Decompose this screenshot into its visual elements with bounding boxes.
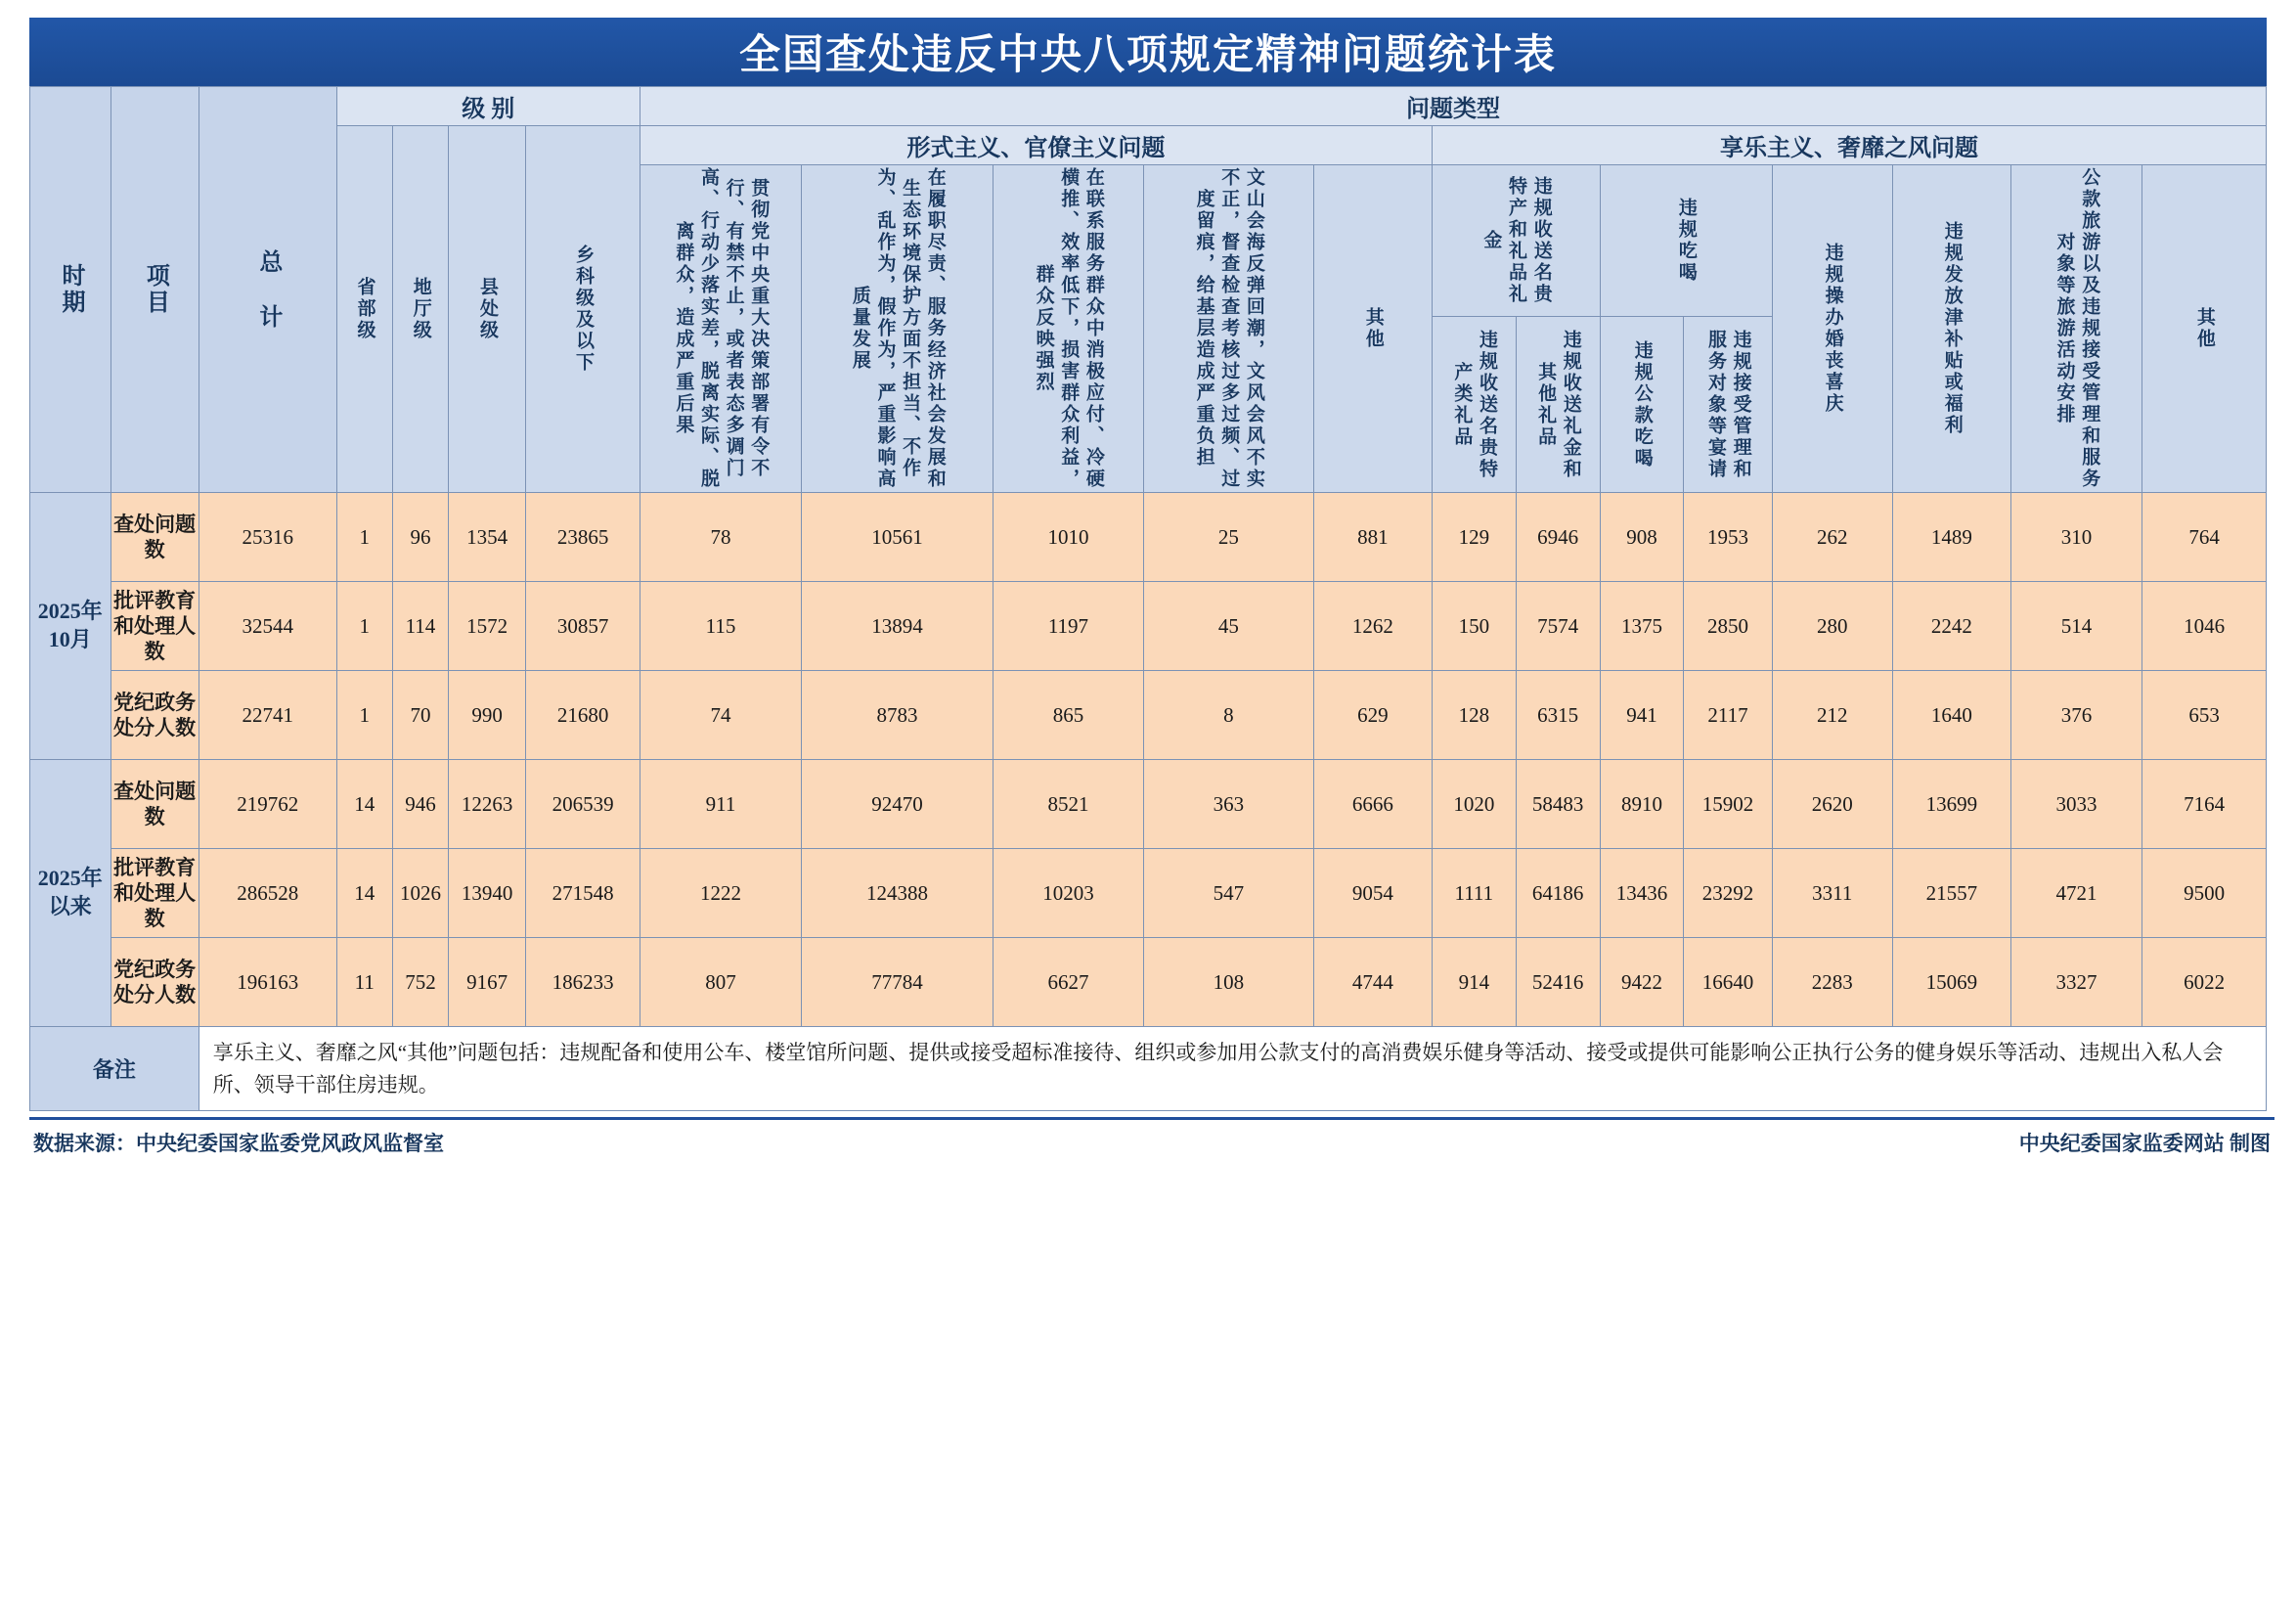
cell: 4744	[1313, 938, 1432, 1027]
header-problem-type: 问题类型	[640, 87, 2266, 126]
cell: 2242	[1892, 582, 2010, 671]
cell: 129	[1432, 493, 1516, 582]
cell: 911	[640, 760, 801, 849]
cell: 1222	[640, 849, 801, 938]
header-period: 时期	[30, 87, 111, 493]
cell: 15069	[1892, 938, 2010, 1027]
row-label: 党纪政务处分人数	[110, 671, 199, 760]
note-text: 享乐主义、奢靡之风“其他”问题包括：违规配备和使用公车、楼堂馆所问题、提供或接受超标准接待、组织或参加用公款支付的高消费娱乐健身等活动、接受或提供可能影响公正执行公务的健身娱乐等活动、违规出入私人会所、领导干部住房违规。	[199, 1027, 2266, 1111]
cell: 376	[2010, 671, 2141, 760]
cell: 1354	[449, 493, 526, 582]
header-level-diting: 地厅级	[392, 126, 448, 493]
cell: 1197	[993, 582, 1143, 671]
cell: 8910	[1600, 760, 1684, 849]
cell: 1262	[1313, 582, 1432, 671]
header-hedonism-wedding: 违规操办婚丧喜庆	[1772, 165, 1892, 493]
period-label-2025-ytd: 2025年以来	[30, 760, 111, 1027]
table-row	[30, 938, 2267, 1027]
cell: 25316	[199, 493, 336, 582]
cell: 196163	[199, 938, 336, 1027]
cell: 1640	[1892, 671, 2010, 760]
header-level-group: 级 别	[336, 87, 640, 126]
cell: 8783	[802, 671, 993, 760]
cell: 52416	[1516, 938, 1600, 1027]
cell: 92470	[802, 760, 993, 849]
cell: 114	[392, 582, 448, 671]
cell: 4721	[2010, 849, 2141, 938]
cell: 764	[2142, 493, 2267, 582]
cell: 946	[392, 760, 448, 849]
cell: 881	[1313, 493, 1432, 582]
cell: 807	[640, 938, 801, 1027]
row-label: 查处问题数	[110, 760, 199, 849]
cell: 6946	[1516, 493, 1600, 582]
header-formalism-col-4: 文山会海反弹回潮，文风会风不实不正，督查检查考核过多过频、过度留痕，给基层造成严重负担	[1143, 165, 1313, 493]
cell: 77784	[802, 938, 993, 1027]
cell: 280	[1772, 582, 1892, 671]
footer-credit: 中央纪委国家监委网站 制图	[2018, 1132, 2271, 1156]
cell: 1020	[1432, 760, 1516, 849]
header-hedonism-allowance: 违规发放津补贴或福利	[1892, 165, 2010, 493]
cell: 9422	[1600, 938, 1684, 1027]
cell: 13894	[802, 582, 993, 671]
cell: 13699	[1892, 760, 2010, 849]
cell: 25	[1143, 493, 1313, 582]
cell: 1111	[1432, 849, 1516, 938]
cell: 64186	[1516, 849, 1600, 938]
cell: 914	[1432, 938, 1516, 1027]
cell: 124388	[802, 849, 993, 938]
cell: 2850	[1684, 582, 1772, 671]
cell: 14	[336, 760, 392, 849]
cell: 12263	[449, 760, 526, 849]
cell: 514	[2010, 582, 2141, 671]
statistics-table	[29, 86, 2267, 1111]
cell: 653	[2142, 671, 2267, 760]
cell: 286528	[199, 849, 336, 938]
cell: 21680	[526, 671, 640, 760]
cell: 21557	[1892, 849, 2010, 938]
cell: 1572	[449, 582, 526, 671]
cell: 16640	[1684, 938, 1772, 1027]
cell: 22741	[199, 671, 336, 760]
cell: 219762	[199, 760, 336, 849]
cell: 11	[336, 938, 392, 1027]
page-title: 全国查处违反中央八项规定精神问题统计表	[738, 33, 1557, 78]
table-row	[30, 671, 2267, 760]
note-row	[30, 1027, 2267, 1111]
header-total: 总 计	[199, 87, 336, 493]
cell: 7164	[2142, 760, 2267, 849]
header-eat-sub-1: 违规公款吃喝	[1600, 317, 1684, 493]
header-eat-sub-2: 违规接受管理和服务对象等宴请	[1684, 317, 1772, 493]
header-level-sheng: 省部级	[336, 126, 392, 493]
cell: 363	[1143, 760, 1313, 849]
header-hedonism-eat: 违规吃喝	[1600, 165, 1772, 317]
row-label: 党纪政务处分人数	[110, 938, 199, 1027]
cell: 212	[1772, 671, 1892, 760]
header-gift-sub-2: 违规收送礼金和其他礼品	[1516, 317, 1600, 493]
cell: 6022	[2142, 938, 2267, 1027]
cell: 128	[1432, 671, 1516, 760]
cell: 32544	[199, 582, 336, 671]
cell: 9054	[1313, 849, 1432, 938]
cell: 6315	[1516, 671, 1600, 760]
cell: 990	[449, 671, 526, 760]
cell: 908	[1600, 493, 1684, 582]
cell: 8521	[993, 760, 1143, 849]
cell: 9500	[2142, 849, 2267, 938]
row-label: 批评教育和处理人数	[110, 849, 199, 938]
table-row	[30, 849, 2267, 938]
cell: 1	[336, 493, 392, 582]
page-title-bar	[29, 18, 2267, 86]
header-formalism-col-3: 在联系服务群众中消极应付、冷硬横推、效率低下，损害群众利益，群众反映强烈	[993, 165, 1143, 493]
cell: 2283	[1772, 938, 1892, 1027]
cell: 96	[392, 493, 448, 582]
cell: 3311	[1772, 849, 1892, 938]
header-formalism-col-1: 贯彻党中央重大决策部署有令不行、有禁不止，或者表态多调门高、行动少落实差，脱离实际、脱离群众，造成严重后果	[640, 165, 801, 493]
cell: 206539	[526, 760, 640, 849]
cell: 186233	[526, 938, 640, 1027]
note-label: 备注	[30, 1027, 199, 1111]
cell: 9167	[449, 938, 526, 1027]
cell: 262	[1772, 493, 1892, 582]
cell: 10203	[993, 849, 1143, 938]
header-hedonism-travel: 公款旅游以及违规接受管理和服务对象等旅游活动安排	[2010, 165, 2141, 493]
header-item: 项目	[110, 87, 199, 493]
cell: 752	[392, 938, 448, 1027]
cell: 2117	[1684, 671, 1772, 760]
row-label: 批评教育和处理人数	[110, 582, 199, 671]
cell: 13436	[1600, 849, 1684, 938]
header-level-xianchu: 县处级	[449, 126, 526, 493]
cell: 23865	[526, 493, 640, 582]
cell: 15902	[1684, 760, 1772, 849]
period-label-2025-10: 2025年10月	[30, 493, 111, 760]
cell: 30857	[526, 582, 640, 671]
cell: 45	[1143, 582, 1313, 671]
row-label: 查处问题数	[110, 493, 199, 582]
cell: 14	[336, 849, 392, 938]
header-group-hedonism: 享乐主义、奢靡之风问题	[1432, 126, 2266, 165]
cell: 1489	[1892, 493, 2010, 582]
cell: 1026	[392, 849, 448, 938]
cell: 58483	[1516, 760, 1600, 849]
table-row	[30, 493, 2267, 582]
header-level-xiangke: 乡科级及以下	[526, 126, 640, 493]
cell: 108	[1143, 938, 1313, 1027]
cell: 271548	[526, 849, 640, 938]
cell: 78	[640, 493, 801, 582]
cell: 547	[1143, 849, 1313, 938]
cell: 13940	[449, 849, 526, 938]
cell: 70	[392, 671, 448, 760]
cell: 1375	[1600, 582, 1684, 671]
cell: 1010	[993, 493, 1143, 582]
footer	[29, 1117, 2274, 1157]
cell: 1	[336, 582, 392, 671]
cell: 6666	[1313, 760, 1432, 849]
cell: 3327	[2010, 938, 2141, 1027]
cell: 941	[1600, 671, 1684, 760]
cell: 10561	[802, 493, 993, 582]
header-group-formalism: 形式主义、官僚主义问题	[640, 126, 1432, 165]
table-row	[30, 760, 2267, 849]
cell: 74	[640, 671, 801, 760]
cell: 865	[993, 671, 1143, 760]
footer-source: 数据来源：中央纪委国家监委党风政风监督室	[33, 1132, 444, 1156]
cell: 115	[640, 582, 801, 671]
cell: 6627	[993, 938, 1143, 1027]
cell: 23292	[1684, 849, 1772, 938]
table-row	[30, 582, 2267, 671]
cell: 2620	[1772, 760, 1892, 849]
header-gift-sub-1: 违规收送名贵特产类礼品	[1432, 317, 1516, 493]
header-hedonism-gift: 违规收送名贵特产和礼品礼金	[1432, 165, 1600, 317]
cell: 1046	[2142, 582, 2267, 671]
header-formalism-col-other: 其他	[1313, 165, 1432, 493]
cell: 1953	[1684, 493, 1772, 582]
header-hedonism-other: 其他	[2142, 165, 2267, 493]
cell: 1	[336, 671, 392, 760]
cell: 629	[1313, 671, 1432, 760]
cell: 7574	[1516, 582, 1600, 671]
header-formalism-col-2: 在履职尽责、服务经济社会发展和生态环境保护方面不担当、不作为、乱作为，假作为，严重影响高质量发展	[802, 165, 993, 493]
cell: 310	[2010, 493, 2141, 582]
cell: 150	[1432, 582, 1516, 671]
cell: 8	[1143, 671, 1313, 760]
cell: 3033	[2010, 760, 2141, 849]
